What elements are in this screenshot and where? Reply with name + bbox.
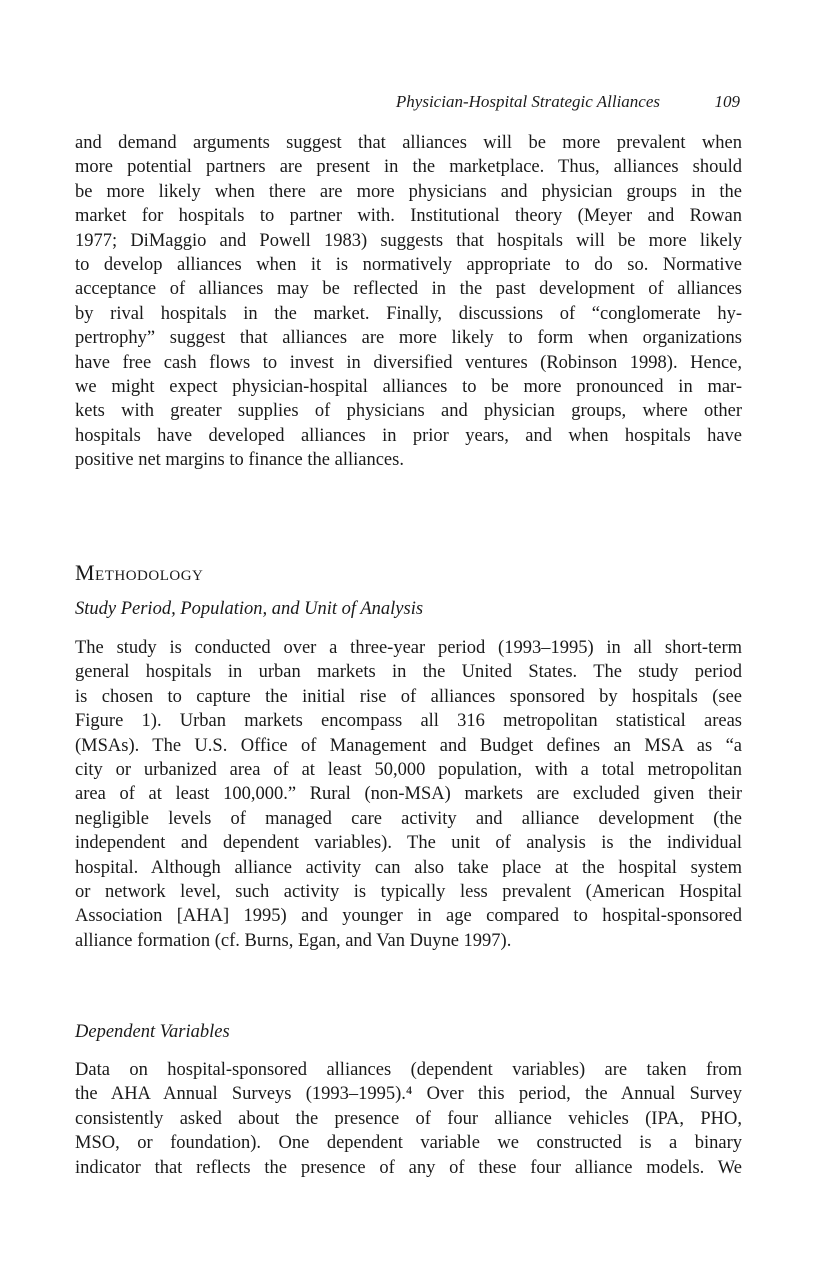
text-line: The study is conducted over a three-year period (1993–1995) in all short-term	[75, 638, 742, 658]
text-line: MSO, or foundation). One dependent variable we constructed is a binary	[75, 1133, 742, 1154]
paragraph-dependent-variables	[75, 1058, 742, 1180]
text-line: kets with greater supplies of physicians and physician groups, where other	[75, 401, 742, 422]
text-line: area of at least 100,000.” Rural (non-MSA) markets are excluded given their	[75, 784, 742, 805]
text-line: positive net margins to finance the alliances.	[75, 450, 404, 471]
text-line: consistently asked about the presence of four alliance vehicles (IPA, PHO,	[75, 1108, 742, 1129]
text-line: Data on hospital-sponsored alliances (dependent variables) are taken from	[75, 1060, 742, 1080]
paragraph-intro	[75, 131, 742, 472]
text-line: alliance formation (cf. Burns, Egan, and Van Duyne 1997).	[75, 930, 512, 951]
text-line: (MSAs). The U.S. Office of Management and Budget defines an MSA as “a	[75, 735, 742, 756]
text-line: general hospitals in urban markets in the United States. The study period	[75, 662, 742, 683]
page-number: 109	[714, 92, 740, 111]
text-line: independent and dependent variables). The unit of analysis is the individual	[75, 833, 742, 854]
text-line: or network level, such activity is typically less prevalent (American Hospital	[75, 881, 742, 902]
section-heading: Methodology	[75, 560, 204, 585]
text-line: and demand arguments suggest that alliances will be more prevalent when	[75, 133, 742, 153]
text-line: pertrophy” suggest that alliances are more likely to form when organizations	[75, 328, 742, 349]
text-line: 1977; DiMaggio and Powell 1983) suggests that hospitals will be more likely	[75, 230, 742, 251]
text-line: hospitals have developed alliances in prior years, and when hospitals have	[75, 425, 742, 446]
text-line: we might expect physician-hospital alliances to be more pronounced in mar-	[75, 376, 742, 397]
running-header	[75, 88, 742, 116]
text-line: the AHA Annual Surveys (1993–1995).⁴ Over this period, the Annual Survey	[75, 1084, 742, 1105]
text-line: indicator that reflects the presence of any of these four alliance models. We	[75, 1157, 742, 1178]
text-line: Figure 1). Urban markets encompass all 316 metropolitan statistical areas	[75, 711, 742, 732]
text-line: be more likely when there are more physicians and physician groups in the	[75, 181, 742, 202]
text-line: Association [AHA] 1995) and younger in age compared to hospital-sponsored	[75, 906, 742, 927]
text-line: acceptance of alliances may be reflected in the past development of alliances	[75, 279, 742, 300]
text-line: hospital. Although alliance activity can also take place at the hospital system	[75, 857, 742, 878]
text-line: more potential partners are present in the marketplace. Thus, alliances should	[75, 157, 742, 178]
paragraph-study-period	[75, 636, 742, 953]
text-line: by rival hospitals in the market. Finally, discussions of “conglomerate hy-	[75, 303, 742, 324]
text-line: market for hospitals to partner with. Institutional theory (Meyer and Rowan	[75, 206, 742, 227]
text-line: negligible levels of managed care activity and alliance development (the	[75, 808, 742, 829]
text-line: to develop alliances when it is normatively appropriate to do so. Normative	[75, 254, 742, 275]
subheading-study-period: Study Period, Population, and Unit of Analysis	[75, 599, 424, 619]
running-title: Physician-Hospital Strategic Alliances	[395, 92, 660, 111]
text-line: have free cash flows to invest in diversified ventures (Robinson 1998). Hence,	[75, 352, 742, 373]
text-line: city or urbanized area of at least 50,000 population, with a total metropolitan	[75, 759, 742, 780]
text-line: is chosen to capture the initial rise of alliances sponsored by hospitals (see	[75, 686, 742, 707]
subheading-dependent-variables: Dependent Variables	[75, 1022, 230, 1042]
